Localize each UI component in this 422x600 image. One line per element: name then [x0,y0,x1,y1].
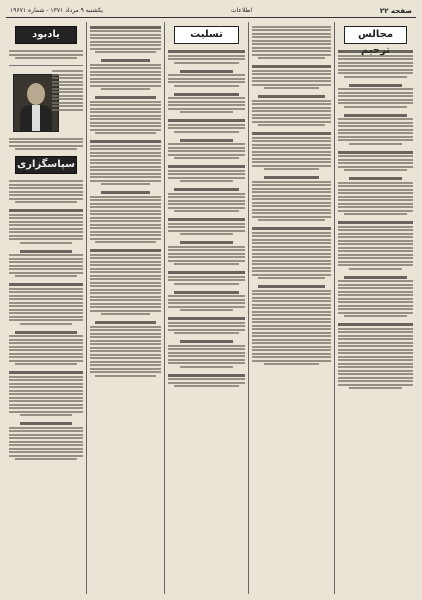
notice [252,26,331,60]
notice [168,93,245,114]
notice [338,50,413,78]
date-line: یکشنبه ۹ مرداد ۱۳۷۱ - شماره ۱۹۶۷۱ [10,7,103,14]
newspaper-page [6,4,416,594]
notice [168,50,245,64]
notice [9,209,83,244]
notice [168,188,245,212]
banner-memorial: یادبود [15,26,77,44]
notice [338,323,413,389]
notice [168,165,245,182]
notice [90,96,161,134]
column-memorial-services [334,22,416,594]
notice [168,218,245,235]
notice [90,59,161,90]
notice [252,227,331,279]
notice [338,221,413,270]
notice [168,139,245,160]
notice [252,65,331,89]
notice [9,422,83,460]
notice [9,371,83,416]
banner-memorial-services: مجالس [344,26,407,44]
notice [9,180,83,203]
column-condolences [164,22,248,594]
notice [90,191,161,243]
notice [338,177,413,215]
notice [168,291,245,312]
notice [9,331,83,366]
paper-name: اطلاعات [230,7,252,14]
notice [252,132,331,170]
notice [9,50,83,59]
notice [90,26,161,54]
columns [6,22,416,594]
notice [168,271,245,285]
column-memorial-thanks [6,22,86,594]
notice [90,321,161,377]
notice [168,119,245,133]
notice [168,241,245,265]
notice [338,84,413,108]
notice [338,114,413,145]
page-header [6,4,416,18]
memorial-notice-with-photo [9,70,83,150]
column-announcements-b [86,22,164,594]
notice [338,276,413,318]
notice [9,283,83,325]
notice [252,95,331,126]
column-announcements-a [248,22,334,594]
notice [252,176,331,221]
notice [9,250,83,278]
page-number: صفحه ۲۲ [379,6,412,15]
banner-condolences: تسلیت [174,26,239,44]
notice [90,140,161,185]
notice [168,70,245,87]
notice [252,285,331,365]
notice [168,340,245,368]
notice [168,374,245,388]
banner-thanks: سپاسگزاری [15,156,77,174]
notice [338,151,413,172]
notice [168,317,245,334]
notice [90,249,161,315]
